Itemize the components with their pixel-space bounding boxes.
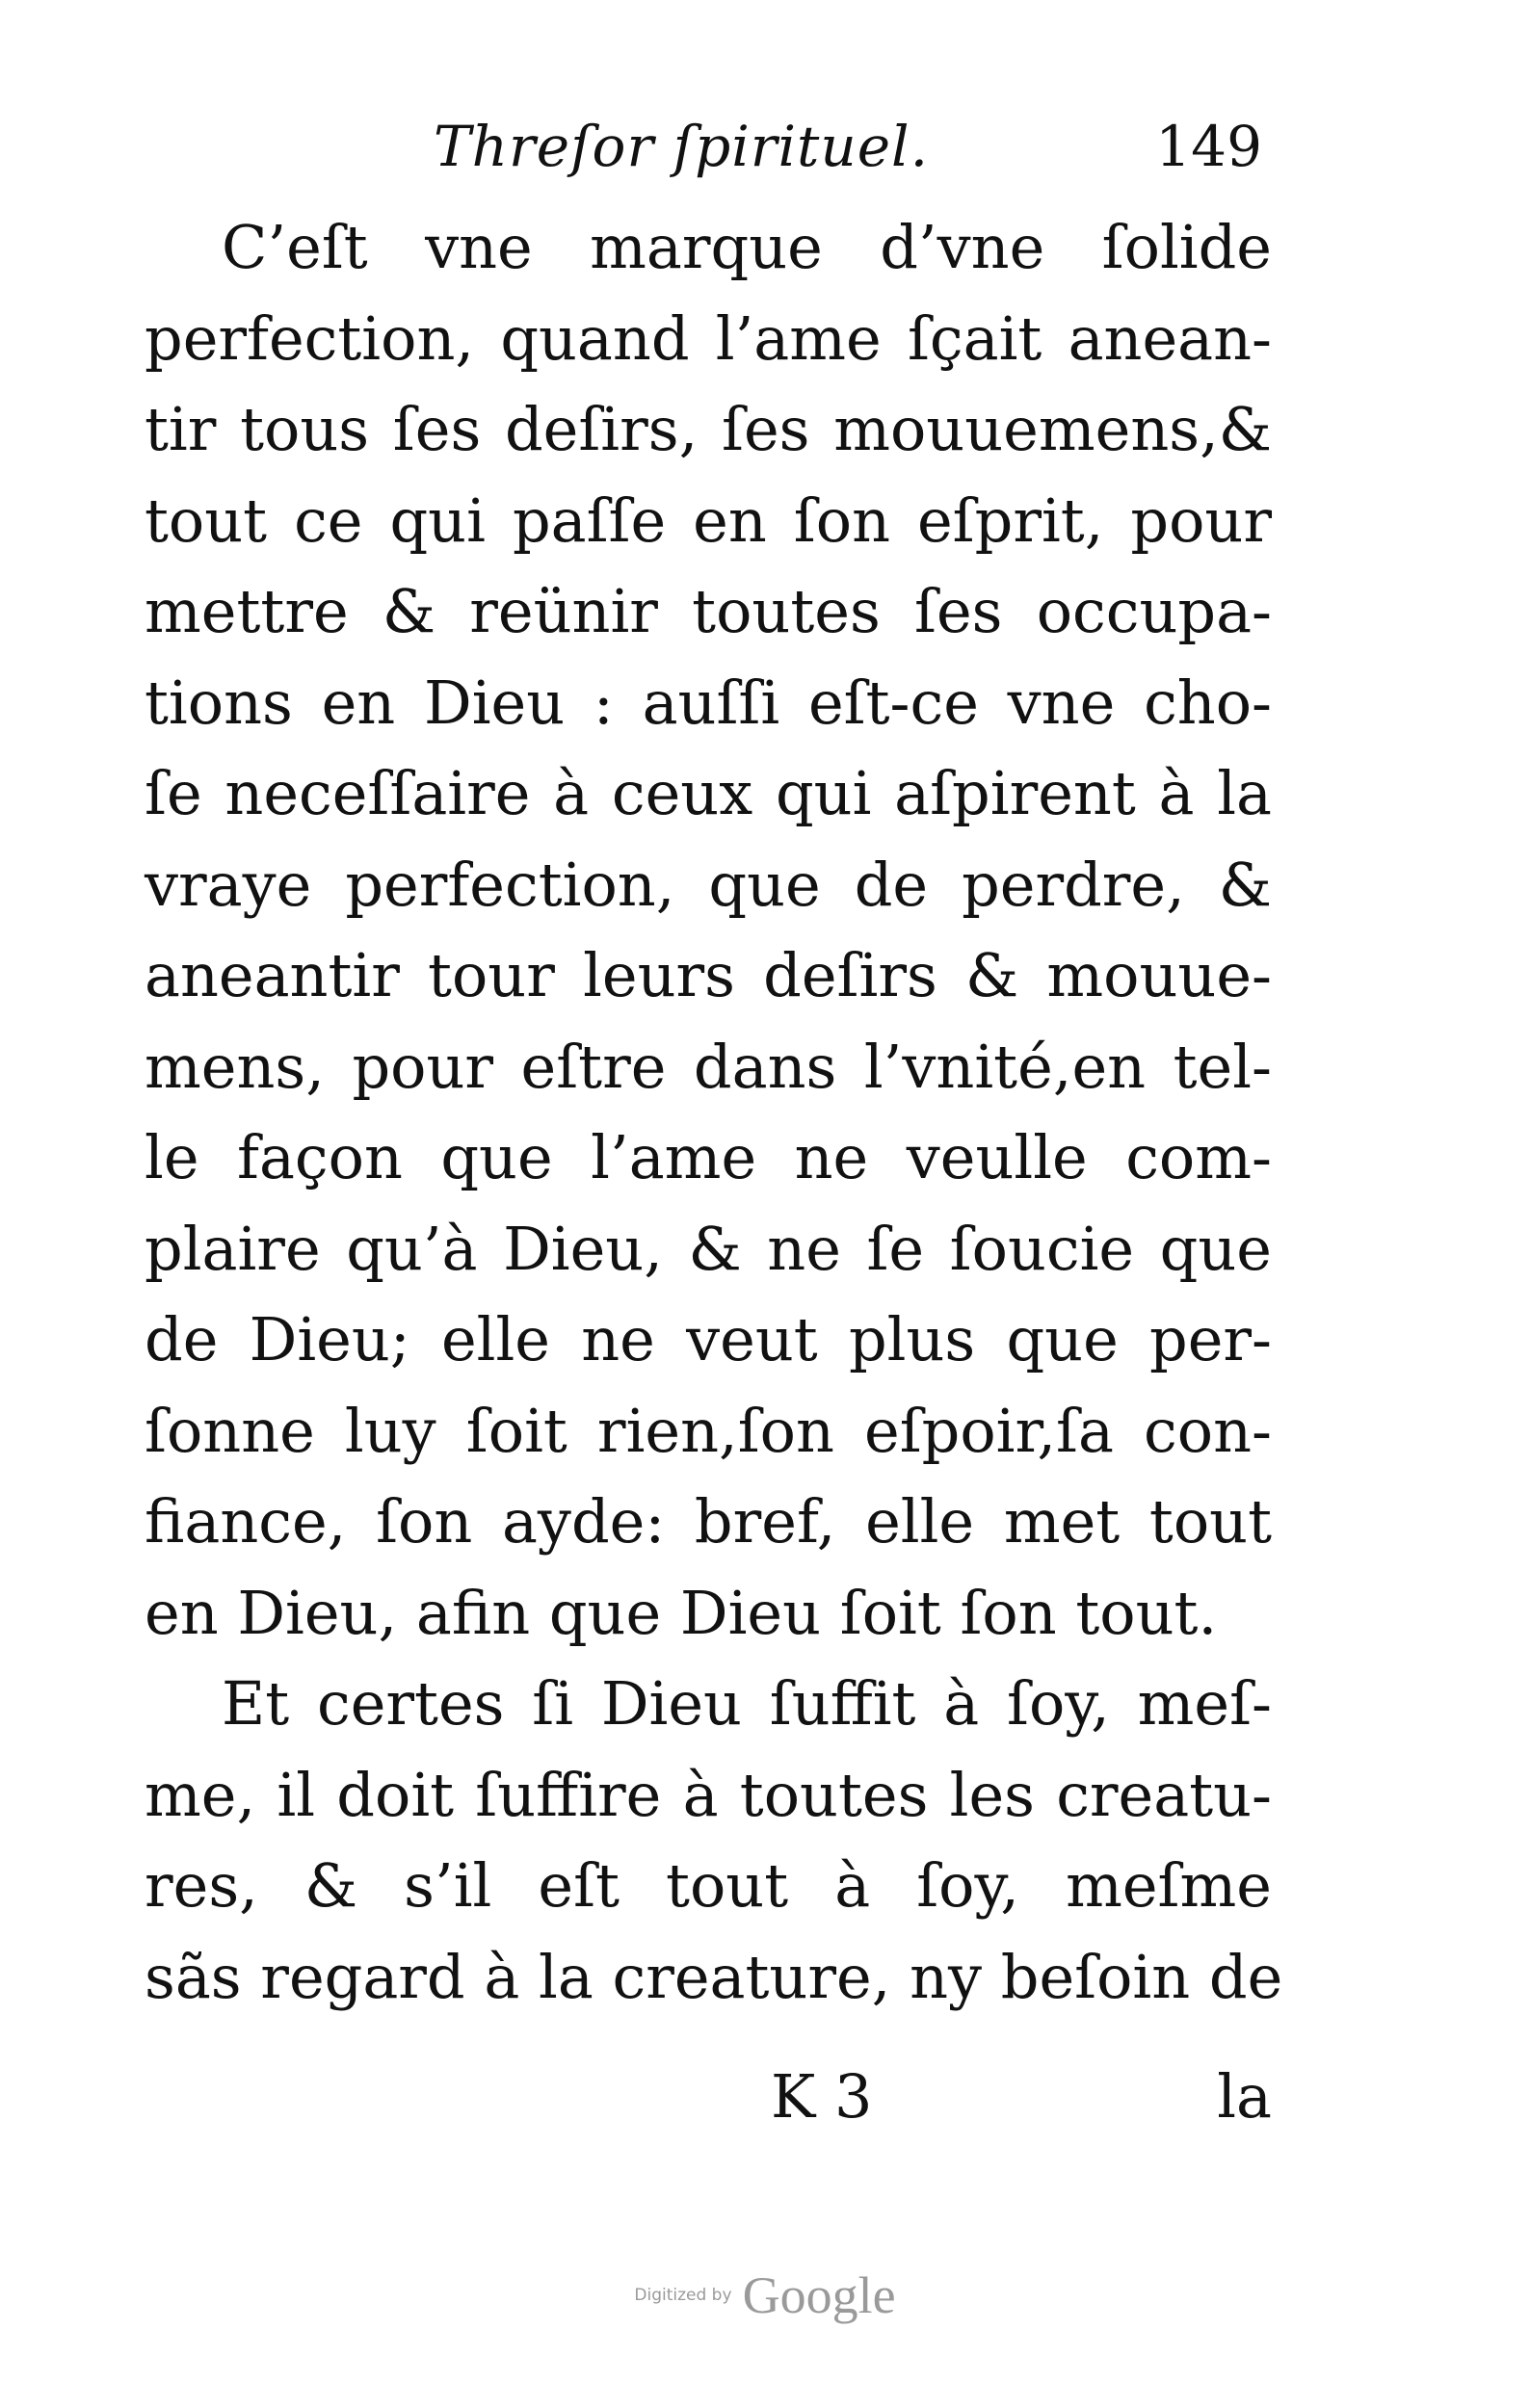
text-line: sãs regard à la creature, ny beſoin de (145, 1941, 1283, 2012)
text-line: tir tous ſes deſirs, ſes mouuemens,& (145, 394, 1272, 464)
text-line: aneantir tour leurs deſirs & mouue- (145, 940, 1272, 1010)
text-line: me, il doit ſuffire à toutes les creatu- (145, 1759, 1272, 1830)
text-line: ſe neceſſaire à ceux qui aſpirent à la (145, 758, 1272, 828)
text-line: Et certes ſi Dieu ſuffit à ſoy, meſ- (222, 1668, 1272, 1739)
text-line: plaire qu’à Dieu, & ne ſe ſoucie que (145, 1213, 1272, 1284)
text-line: ſonne luy ſoit rien,ſon eſpoir,ſa con- (145, 1395, 1272, 1466)
body-text (145, 202, 1283, 2023)
page-number: 149 (1155, 114, 1262, 179)
running-head (434, 114, 1262, 191)
text-line: vraye perfection, que de perdre, & (145, 849, 1272, 920)
text-line: mens, pour eſtre dans l’vnité,en tel- (145, 1031, 1272, 1102)
text-line: tions en Dieu : auſſi eſt-ce vne cho- (145, 667, 1272, 738)
signature-mark: K 3 (771, 2061, 873, 2132)
text-line: res, & s’il eſt tout à ſoy, meſme (145, 1850, 1272, 1921)
text-line: le façon que l’ame ne veulle com- (145, 1122, 1272, 1192)
text-line: perfection, quand l’ame ſçait anean- (145, 302, 1272, 374)
text-line: mettre & reünir toutes ſes occupa- (145, 576, 1272, 646)
page-footer (145, 2061, 1272, 2138)
watermark-prefix: Digitized by (634, 2286, 732, 2305)
text-line: C’eſt vne marque d’vne ſolide (222, 212, 1272, 282)
running-title: Threſor ſpirituel. (434, 114, 930, 179)
text-line: de Dieu; elle ne veut plus que per- (145, 1304, 1272, 1374)
text-line: en Dieu, afin que Dieu ſoit ſon tout. (145, 1577, 1218, 1648)
google-logo: Google (742, 2266, 896, 2324)
catchword: la (1217, 2061, 1272, 2132)
text-line: fiance, ſon ayde: bref, elle met tout (145, 1486, 1272, 1557)
digitization-watermark (0, 2265, 1530, 2325)
text-line: tout ce qui paſſe en ſon eſprit, pour (145, 484, 1272, 556)
